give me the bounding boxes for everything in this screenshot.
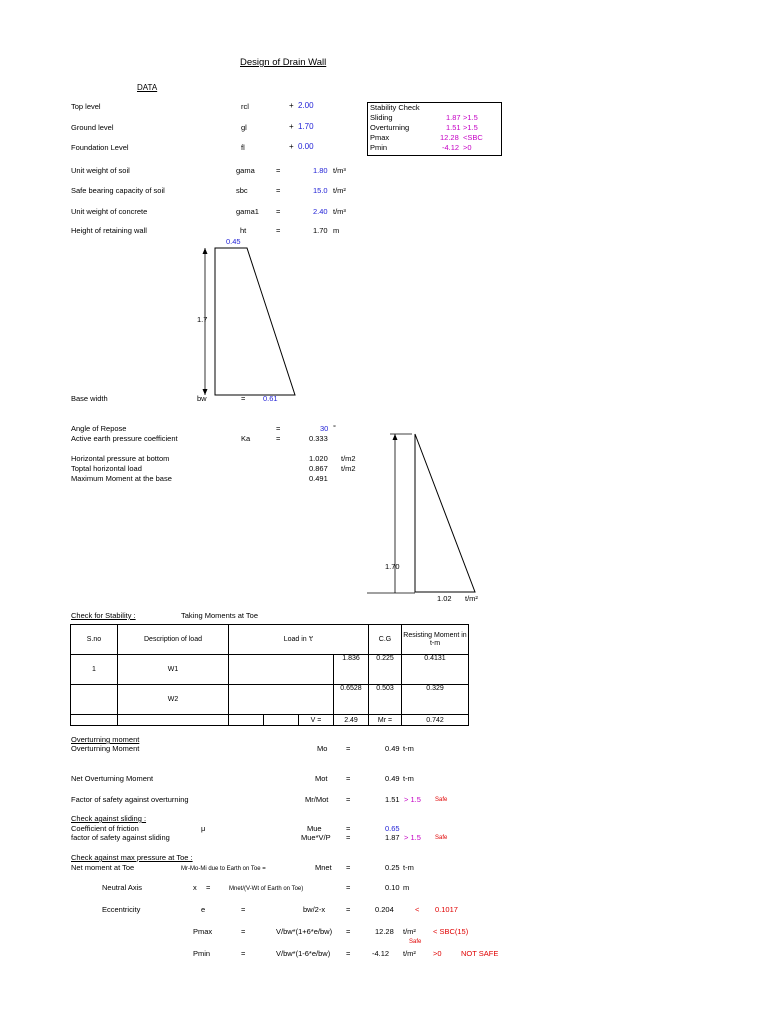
friction-value: 0.65 <box>385 824 400 833</box>
net-moment-value: 0.25 <box>385 863 400 872</box>
input-operator: + <box>289 101 294 110</box>
overturning-moment-operator: = <box>346 744 351 753</box>
fos-sliding-label: factor of safety against sliding <box>71 833 170 842</box>
input-symbol: rcl <box>241 102 249 111</box>
fos-sliding-symbol: Mue*V/P <box>301 833 331 842</box>
net-overturning-symbol: Mot <box>315 774 328 783</box>
input-operator: = <box>276 226 281 235</box>
input-value: 2.40 <box>313 207 328 216</box>
stability-label-overturning: Overturning <box>370 123 410 132</box>
cell-empty <box>229 715 264 726</box>
input-label: Ground level <box>71 123 114 132</box>
eccentricity-symbol: e <box>201 905 206 914</box>
check-stability-heading: Check for Stability : <box>71 611 136 620</box>
input-unit: t/m³ <box>333 166 346 175</box>
eccentricity-label: Eccentricity <box>102 905 141 914</box>
horizontal-load-label: Toptal horizontal load <box>71 464 142 473</box>
table-row <box>71 685 469 715</box>
pressure-diagram <box>367 434 475 593</box>
base-width-symbol: bw <box>197 394 207 403</box>
pressure-bottom-unit: t/m2 <box>341 454 356 463</box>
header-sno: S.no <box>71 625 118 655</box>
pressure-bottom-value: 1.020 <box>309 454 328 463</box>
input-symbol: fl <box>241 143 245 152</box>
cell-load: 0.6528 <box>334 685 369 715</box>
horizontal-load-unit: t/m2 <box>341 464 356 473</box>
stability-cond-pmax: <SBC <box>463 133 483 142</box>
net-moment-symbol: Mnet <box>315 863 332 872</box>
cell-cg: 0.225 <box>369 655 402 685</box>
fos-overturning-symbol: Mr/Mot <box>305 795 329 804</box>
eccentricity-value: 0.204 <box>375 905 394 914</box>
fos-overturning-label: Factor of safety against overturning <box>71 795 189 804</box>
stability-value-overturning: 1.51 <box>446 123 461 132</box>
stability-check-heading: Stability Check <box>370 103 420 112</box>
pmin-symbol: Pmin <box>193 949 211 958</box>
pmax-condition: < SBC(15) <box>433 927 469 936</box>
net-overturning-label: Net Overturning Moment <box>71 774 154 783</box>
input-operator: = <box>276 207 281 216</box>
stability-cond-overturning: >1.5 <box>463 123 478 132</box>
input-value: 2.00 <box>298 101 314 110</box>
base-width-operator: = <box>241 394 246 403</box>
wall-height-label: 1.7 <box>197 315 208 324</box>
table-total-row <box>71 715 469 726</box>
stability-cond-pmin: >0 <box>463 143 472 152</box>
cell-empty <box>71 715 118 726</box>
input-symbol: sbc <box>236 186 248 195</box>
fos-sliding-value: 1.87 <box>385 833 400 842</box>
cell-moment: 0.4131 <box>402 655 469 685</box>
ka-operator: = <box>276 434 281 443</box>
total-v-value: 2.49 <box>334 715 369 726</box>
net-overturning-unit: t-m <box>403 774 414 783</box>
neutral-axis-label: Neutral Axis <box>102 883 143 892</box>
input-unit: m <box>333 226 340 235</box>
sliding-heading: Check against sliding : <box>71 814 147 823</box>
max-moment-value: 0.491 <box>309 474 328 483</box>
eccentricity-operator: = <box>346 905 351 914</box>
overturning-moment-unit: t-m <box>403 744 414 753</box>
net-overturning-operator: = <box>346 774 351 783</box>
stability-label-sliding: Sliding <box>370 113 393 122</box>
cell-sno: 1 <box>71 655 118 685</box>
neutral-axis-formula: Mnet/(V-Wt of Earth on Toe) <box>229 886 304 892</box>
table-header-row <box>71 625 469 655</box>
input-symbol: ht <box>240 226 247 235</box>
input-operator: = <box>276 186 281 195</box>
fos-sliding-condition: > 1.5 <box>404 833 421 842</box>
pmax-operator: = <box>346 927 351 936</box>
cell-empty <box>264 715 299 726</box>
pmin-formula: V/bw*(1-6*e/bw) <box>276 949 331 958</box>
pmin-equals: = <box>241 949 246 958</box>
ka-symbol: Ka <box>241 434 251 443</box>
input-label: Unit weight of soil <box>71 166 130 175</box>
fos-sliding-remark: Safe <box>435 835 448 841</box>
ka-value: 0.333 <box>309 434 328 443</box>
eccentricity-formula: bw/2-x <box>303 905 326 914</box>
cell-moment: 0.329 <box>402 685 469 715</box>
input-symbol: gl <box>241 123 247 132</box>
horizontal-load-value: 0.867 <box>309 464 328 473</box>
eccentricity-limit: 0.1017 <box>435 905 458 914</box>
stability-value-pmin: -4.12 <box>442 143 460 152</box>
header-cg: C.G <box>369 625 402 655</box>
friction-label: Coefficient of friction <box>71 824 139 833</box>
neutral-axis-operator: = <box>346 883 351 892</box>
angle-of-repose-label: Angle of Repose <box>71 424 127 433</box>
eccentricity-equals: = <box>241 905 246 914</box>
cell-empty <box>118 715 229 726</box>
input-value: 1.70 <box>313 226 328 235</box>
fos-overturning-remark: Safe <box>435 797 448 803</box>
input-value: 1.80 <box>313 166 328 175</box>
pmin-condition: >0 <box>433 949 442 958</box>
data-heading: DATA <box>137 83 158 92</box>
input-operator: + <box>289 142 294 151</box>
cell-load: 1.836 <box>334 655 369 685</box>
pmin-remark: NOT SAFE <box>461 949 499 958</box>
pmax-value: 12.28 <box>375 927 394 936</box>
total-v-label: V = <box>299 715 334 726</box>
pmin-unit: t/m² <box>403 949 416 958</box>
overturning-moment-value: 0.49 <box>385 744 400 753</box>
overturning-moment-symbol: Mo <box>317 744 328 753</box>
net-moment-formula: Mr-Mo-Mi due to Earth on Toe = <box>181 866 266 872</box>
net-moment-label: Net moment at Toe <box>71 863 135 872</box>
friction-operator: = <box>346 824 351 833</box>
pmax-unit: t/m² <box>403 927 416 936</box>
pressure-height-label: 1.70 <box>385 562 400 571</box>
stability-label-pmax: Pmax <box>370 133 390 142</box>
friction-symbol-name: Mue <box>307 824 322 833</box>
pmax-symbol: Pmax <box>193 927 213 936</box>
check-stability-note: Taking Moments at Toe <box>181 611 258 620</box>
net-overturning-value: 0.49 <box>385 774 400 783</box>
cell-description: W2 <box>118 685 229 715</box>
page-title: Design of Drain Wall <box>240 57 327 68</box>
stability-value-pmax: 12.28 <box>440 133 459 142</box>
input-symbol: gama <box>236 166 255 175</box>
stability-label-pmin: Pmin <box>370 143 388 152</box>
angle-operator: = <box>276 424 281 433</box>
input-label: Foundation Level <box>71 143 129 152</box>
fos-overturning-operator: = <box>346 795 351 804</box>
input-value: 1.70 <box>298 122 314 131</box>
fos-overturning-condition: > 1.5 <box>404 795 421 804</box>
input-value: 0.00 <box>298 142 314 151</box>
net-moment-unit: t-m <box>403 863 414 872</box>
max-pressure-heading: Check against max pressure at Toe : <box>71 853 193 862</box>
fos-overturning-value: 1.51 <box>385 795 400 804</box>
header-moment: Resisting Moment in t-m <box>402 625 469 655</box>
arrow-up-icon <box>393 434 398 440</box>
input-value: 15.0 <box>313 186 328 195</box>
overturning-moment-label: Overturning Moment <box>71 744 140 753</box>
cell-description: W1 <box>118 655 229 685</box>
load-table <box>70 624 469 726</box>
neutral-axis-symbol: x <box>193 883 197 892</box>
overturning-heading: Overturning moment <box>71 735 140 744</box>
pmin-operator: = <box>346 949 351 958</box>
cell-sno <box>71 685 118 715</box>
pmin-value: -4.12 <box>372 949 390 958</box>
total-mr-value: 0.742 <box>402 715 469 726</box>
pmax-formula: V/bw*(1+6*e/bw) <box>276 927 333 936</box>
max-moment-label: Maximum Moment at the base <box>71 474 172 483</box>
table-row <box>71 655 469 685</box>
fos-sliding-operator: = <box>346 833 351 842</box>
wall-section-diagram <box>203 248 296 395</box>
cell-cg: 0.503 <box>369 685 402 715</box>
eccentricity-condition: < <box>415 905 420 914</box>
input-label: Unit weight of concrete <box>71 207 148 216</box>
header-description: Description of load <box>118 625 229 655</box>
ka-label: Active earth pressure coefficient <box>71 434 178 443</box>
friction-symbol: μ <box>201 824 206 833</box>
neutral-axis-unit: m <box>403 883 410 892</box>
pressure-triangle <box>415 434 475 592</box>
total-mr-label: Mr = <box>369 715 402 726</box>
base-width-label: Base width <box>71 394 108 403</box>
pressure-bottom-label: Horizontal pressure at bottom <box>71 454 170 463</box>
input-unit: t/m² <box>333 186 346 195</box>
input-label: Safe bearing capacity of soil <box>71 186 165 195</box>
input-unit: t/m³ <box>333 207 346 216</box>
pmax-equals: = <box>241 927 246 936</box>
wall-outline <box>215 248 295 395</box>
neutral-axis-value: 0.10 <box>385 883 400 892</box>
base-width-value: 0.61 <box>263 394 278 403</box>
arrow-up-icon <box>203 248 208 254</box>
pressure-base-label: 1.02 <box>437 594 452 603</box>
pmax-remark: Safe <box>409 939 422 945</box>
input-operator: + <box>289 122 294 131</box>
input-operator: = <box>276 166 281 175</box>
cell-spacer <box>229 685 334 715</box>
top-width-label: 0.45 <box>226 237 241 246</box>
header-load: Load in 't' <box>229 625 369 655</box>
input-label: Top level <box>71 102 101 111</box>
input-label: Height of retaining wall <box>71 226 147 235</box>
input-symbol: gama1 <box>236 207 259 216</box>
stability-value-sliding: 1.87 <box>446 113 461 122</box>
neutral-axis-equals: = <box>206 883 211 892</box>
angle-unit: ° <box>333 423 336 432</box>
net-moment-operator: = <box>346 863 351 872</box>
stability-cond-sliding: >1.5 <box>463 113 478 122</box>
pressure-unit-label: t/m² <box>465 594 478 603</box>
cell-spacer <box>229 655 334 685</box>
angle-value: 30 <box>320 424 329 433</box>
